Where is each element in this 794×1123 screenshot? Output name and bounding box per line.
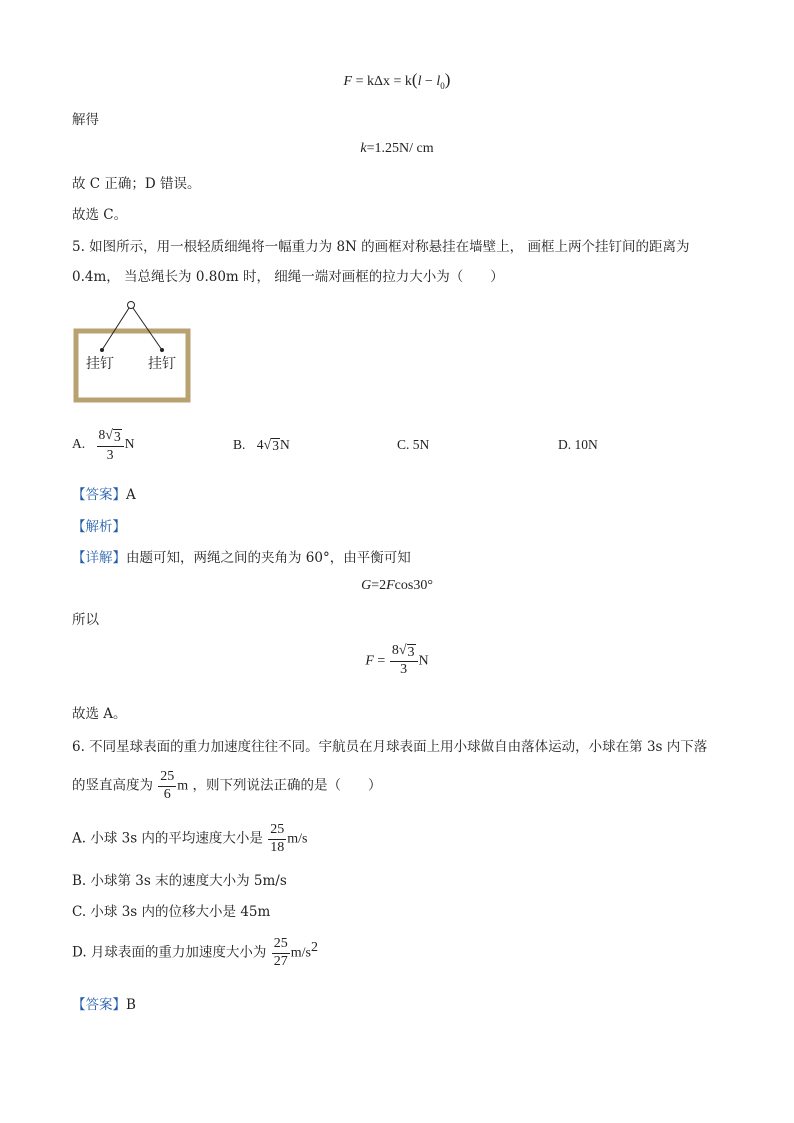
option-d: D. 10N bbox=[558, 437, 598, 452]
q6-option-c: C. 小球 3s 内的位移大小是 45m bbox=[72, 904, 271, 920]
nail-right-label: 挂钉 bbox=[148, 356, 176, 372]
q5-detail: 【详解】由题可知，两绳之间的夹角为 60°，由平衡可知 bbox=[72, 550, 411, 566]
equation-balance: G=2Fcos30° bbox=[361, 578, 433, 593]
nail-right-dot bbox=[160, 348, 164, 352]
picture-frame-figure bbox=[70, 296, 200, 408]
solve-label: 解得 bbox=[72, 112, 99, 128]
q5-answer: 【答案】A bbox=[72, 487, 136, 503]
conclusion-text: 故 C 正确；D 错误。 bbox=[72, 176, 201, 192]
choose-text: 故选 C。 bbox=[72, 207, 128, 223]
q6-answer: 【答案】B bbox=[72, 997, 136, 1013]
equation-k: k=1.25N/ cm bbox=[360, 141, 434, 156]
nail-left-label: 挂钉 bbox=[86, 356, 114, 372]
question-6-line2: 的竖直高度为 $\frac{25}{6}$ m ，则下列说法正确的是（ ） bbox=[72, 769, 382, 802]
q6-option-b: B. 小球第 3s 末的速度大小为 5m/s bbox=[72, 873, 287, 889]
option-c: C. 5N bbox=[397, 437, 430, 452]
equation-force-result: F = 8 √ 3 3 N bbox=[365, 643, 429, 678]
option-b: B. 4 √ 3 N bbox=[233, 437, 290, 453]
q5-choose: 故选 A。 bbox=[72, 706, 127, 722]
q5-analysis-tag: 【解析】 bbox=[72, 519, 126, 535]
question-5-line2: 0.4m， 当总绳长为 0.80m 时， 细绳一端对画框的拉力大小为（ ） bbox=[72, 269, 504, 285]
question-5-line1: 5. 如图所示，用一根轻质细绳将一幅重力为 8N 的画框对称悬挂在墙壁上， 画框上两个挂钉间的距离为 bbox=[72, 239, 690, 255]
q6-option-a: A. 小球 3s 内的平均速度大小是 $\frac{25}{18}$ m/s bbox=[72, 822, 308, 855]
option-a: A. 8 √ 3 3 N bbox=[72, 427, 135, 462]
q6-option-d: D. 月球表面的重力加速度大小为 $\frac{25}{27}$ $m/s^2$ bbox=[72, 936, 318, 969]
so-label: 所以 bbox=[72, 612, 99, 628]
nail-left-dot bbox=[100, 348, 104, 352]
equation-hooke: $F = k\Delta x = k(l - l_0)$ bbox=[343, 70, 451, 91]
frame-diagram-svg bbox=[70, 296, 200, 408]
hook-point bbox=[128, 302, 135, 309]
question-6-line1: 6. 不同星球表面的重力加速度往往不同。宇航员在月球表面上用小球做自由落体运动，小球在第 3s 内下落 bbox=[72, 739, 708, 755]
